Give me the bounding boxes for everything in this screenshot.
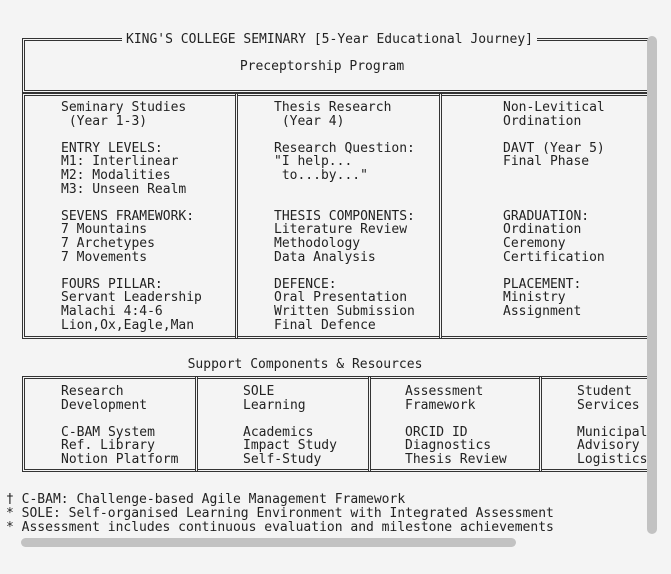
support-assessment-text: Assessment Framework ORCID ID Diagnostics Thesis Review xyxy=(405,384,507,467)
support-box-student-services xyxy=(539,376,650,472)
support-sole-text: SOLE Learning Academics Impact Study Self-Study xyxy=(243,384,337,467)
support-student-text: Student Services Municipal Advisory Logistics xyxy=(577,384,648,467)
column-seminary-text: Seminary Studies (Year 1-3) ENTRY LEVELS: M1: Interlinear M2: Modalities M3: Unseen Realm SEVENS FRAMEWORK: 7 Mountains 7 Archetypes 7 Movements FOURS PILLAR: Servant Leadership Malachi 4:4-6 Lion,Ox,Eagle,Man xyxy=(61,100,202,333)
program-subtitle: Preceptorship Program xyxy=(239,59,405,74)
column-seminary-studies xyxy=(22,93,238,339)
footnote-assessment: * Assessment includes continuous evaluation and milestone achievements xyxy=(6,520,554,535)
diagram-title: KING'S COLLEGE SEMINARY [5-Year Educational Journey] xyxy=(122,32,537,48)
horizontal-scrollbar-thumb[interactable] xyxy=(21,538,516,547)
footnote-cbam: † C-BAM: Challenge-based Agile Management Framework xyxy=(6,492,406,507)
support-research-text: Research Development C-BAM System Ref. Library Notion Platform xyxy=(61,384,179,467)
header-box xyxy=(22,32,650,93)
column-ordination-text: Non-Levitical Ordination DAVT (Year 5) Final Phase GRADUATION: Ordination Ceremony Certification PLACEMENT: Ministry Assignment xyxy=(503,100,605,319)
support-box-sole xyxy=(195,376,371,472)
support-title: Support Components & Resources xyxy=(187,357,423,372)
support-box-research xyxy=(22,376,198,472)
vertical-scrollbar-thumb[interactable] xyxy=(647,36,657,534)
footnote-sole: * SOLE: Self-organised Learning Environment with Integrated Assessment xyxy=(6,506,554,521)
column-thesis-text: Thesis Research (Year 4) Research Question: "I help... to...by..." THESIS COMPONENTS: Literature Review Methodology Data Analysis DEFENCE: Oral Presentation Written Submission Final Defence xyxy=(274,100,415,333)
support-box-assessment xyxy=(368,376,542,472)
column-ordination xyxy=(439,93,650,339)
column-thesis-research xyxy=(235,93,442,339)
